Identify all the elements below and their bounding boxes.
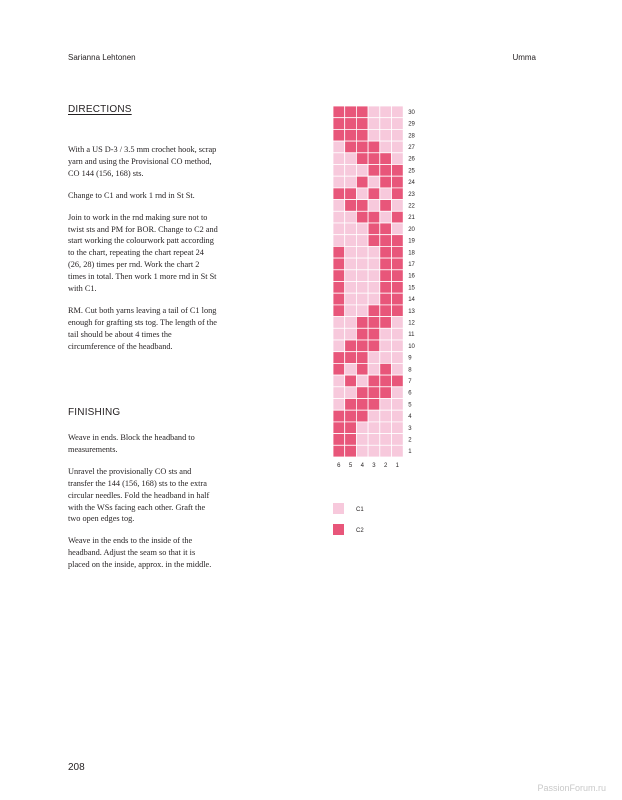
chart-cell [345,434,357,446]
chart-cell [380,211,392,223]
chart-cell [368,246,380,258]
chart-cell [392,223,404,235]
chart-row-label: 13 [408,308,415,315]
chart-cell [380,352,392,364]
colourwork-chart [333,106,443,546]
chart-cell [368,270,380,282]
chart-row-label: 15 [408,285,415,292]
chart-row-label: 24 [408,180,415,187]
chart-cell [345,352,357,364]
chart-row-label: 5 [408,402,412,409]
chart-cell [392,270,404,282]
chart-row-label: 11 [408,332,415,339]
chart-cell [368,129,380,141]
chart-cell [368,317,380,329]
chart-cell [333,387,345,399]
chart-cell [356,399,368,411]
chart-row-label: 14 [408,297,415,304]
chart-cell [392,422,404,434]
chart-cell [392,340,404,352]
chart-cell [356,188,368,200]
chart-cell [368,200,380,212]
chart-cell [368,387,380,399]
chart-cell [333,293,345,305]
chart-cell [356,434,368,446]
chart-cell [345,118,357,130]
chart-cell [380,282,392,294]
chart-cell [356,258,368,270]
chart-cell [368,363,380,375]
chart-cell [368,118,380,130]
chart-cell [392,293,404,305]
chart-cell [380,445,392,457]
chart-cell [345,363,357,375]
chart-cell [392,235,404,247]
chart-cell [356,106,368,118]
chart-cell [368,352,380,364]
chart-cell [380,200,392,212]
directions-paragraph: RM. Cut both yarns leaving a tail of C1 long enough for grafting sts tog. The length of the tail should be about 4 times the circumference of the headband. [68,305,217,351]
chart-cell [380,293,392,305]
chart-cell [333,211,345,223]
chart-cell [368,235,380,247]
chart-cell [333,434,345,446]
chart-cell [356,317,368,329]
chart-cell [333,106,345,118]
chart-cell [392,188,404,200]
chart-cell [368,305,380,317]
chart-cell [356,293,368,305]
chart-cell [333,223,345,235]
chart-cell [345,106,357,118]
chart-cell [345,293,357,305]
chart-cell [392,375,404,387]
legend-swatch-c2 [333,524,344,535]
chart-cell [380,141,392,153]
chart-cell [356,282,368,294]
chart-cell [380,258,392,270]
chart-cell [333,282,345,294]
chart-cell [345,270,357,282]
chart-cell [392,328,404,340]
chart-cell [356,153,368,165]
chart-cell [392,399,404,411]
chart-row-label: 1 [408,449,412,456]
chart-cell [333,317,345,329]
chart-cell [356,246,368,258]
watermark: PassionForum.ru [537,783,606,793]
running-header-pattern: Umma [512,53,536,62]
chart-col-label: 6 [337,463,341,469]
chart-row-label: 4 [408,414,412,421]
chart-cell [368,434,380,446]
chart-row-label: 17 [408,261,415,268]
chart-cell [333,235,345,247]
chart-row-label: 29 [408,121,415,128]
chart-row-label: 18 [408,250,415,257]
finishing-paragraph: Weave in ends. Block the headband to measurements. [68,433,195,454]
chart-cell [345,246,357,258]
chart-cell [380,176,392,188]
chart-cell [333,399,345,411]
legend-swatch-c1 [333,503,344,514]
chart-cell [392,153,404,165]
chart-cell [356,165,368,177]
chart-cell [380,422,392,434]
chart-cell [392,211,404,223]
chart-row-label: 21 [408,215,415,222]
legend-label: C2 [356,528,364,534]
chart-cell [392,176,404,188]
chart-cell [345,211,357,223]
chart-cell [356,422,368,434]
chart-cell [356,129,368,141]
chart-cell [345,188,357,200]
chart-cell [333,165,345,177]
chart-cell [356,223,368,235]
chart-cell [380,246,392,258]
chart-col-label: 3 [372,463,376,469]
chart-cell [368,211,380,223]
chart-cell [380,188,392,200]
chart-cell [356,176,368,188]
chart-cell [333,363,345,375]
chart-cell [356,211,368,223]
chart-row-label: 27 [408,144,415,151]
chart-cell [380,223,392,235]
chart-row-label: 2 [408,437,412,444]
chart-cell [380,129,392,141]
chart-cell [380,235,392,247]
chart-cell [333,422,345,434]
chart-cell [356,445,368,457]
chart-cell [333,246,345,258]
chart-cell [356,141,368,153]
chart-cell [345,410,357,422]
chart-cell [392,410,404,422]
chart-cell [392,129,404,141]
chart-cell [345,387,357,399]
chart-cell [333,340,345,352]
chart-cell [345,129,357,141]
chart-cell [392,246,404,258]
chart-cell [380,434,392,446]
chart-cell [380,270,392,282]
running-header-author: Sarianna Lehtonen [68,53,136,62]
directions-paragraph: Change to C1 and work 1 rnd in St St. [68,190,195,200]
chart-cell [380,305,392,317]
directions-paragraph: With a US D-3 / 3.5 mm crochet hook, scrap yarn and using the Provisional CO method, CO 144 (156, 168) sts. [68,145,217,178]
chart-cell [380,106,392,118]
chart-cell [368,223,380,235]
chart-cell [356,340,368,352]
chart-cell [333,118,345,130]
chart-row-label: 16 [408,273,415,280]
chart-row-label: 22 [408,203,415,210]
chart-col-label: 1 [395,463,400,469]
chart-cell [356,387,368,399]
chart-cell [333,445,345,457]
chart-cell [368,176,380,188]
chart-cell [392,106,404,118]
chart-cell [380,340,392,352]
chart-cell [333,270,345,282]
chart-cell [333,200,345,212]
chart-cell [392,445,404,457]
chart-row-label: 28 [408,133,415,140]
chart-cell [356,363,368,375]
chart-cell [368,399,380,411]
chart-cell [333,328,345,340]
chart-cell [345,422,357,434]
chart-cell [356,375,368,387]
chart-cell [368,282,380,294]
chart-col-label: 5 [348,463,353,469]
chart-cell [380,317,392,329]
chart-cell [345,165,357,177]
chart-row-label: 30 [408,109,415,116]
chart-cell [345,200,357,212]
chart-cell [368,328,380,340]
chart-row-label: 19 [408,238,415,245]
chart-cell [345,235,357,247]
chart-cell [368,293,380,305]
chart-cell [380,387,392,399]
chart-cell [333,258,345,270]
chart-cell [368,445,380,457]
chart-cell [333,176,345,188]
chart-cell [333,352,345,364]
legend-label: C1 [356,507,364,513]
chart-cell [368,153,380,165]
directions-text [68,144,218,363]
chart-cell [380,153,392,165]
chart-cell [368,375,380,387]
chart-cell [392,258,404,270]
chart-cell [356,200,368,212]
chart-cell [380,328,392,340]
chart-row-label: 26 [408,156,415,163]
chart-cell [345,223,357,235]
chart-cell [392,305,404,317]
chart-cell [368,165,380,177]
chart-cell [333,305,345,317]
chart-cell [368,106,380,118]
chart-col-label: 2 [383,463,388,469]
chart-cell [392,363,404,375]
chart-cell [368,410,380,422]
chart-cell [380,165,392,177]
chart-cell [333,188,345,200]
chart-cell [392,434,404,446]
directions-heading: DIRECTIONS [68,104,132,115]
chart-cell [380,363,392,375]
chart-cell [345,141,357,153]
chart-cell [392,387,404,399]
chart-cell [345,340,357,352]
chart-cell [368,188,380,200]
chart-cell [356,410,368,422]
chart-cell [345,176,357,188]
chart-cell [392,282,404,294]
chart-cell [380,118,392,130]
chart-row-label: 8 [408,367,412,374]
chart-cell [380,375,392,387]
chart-cell [345,305,357,317]
chart-cell [345,317,357,329]
chart-cell [356,305,368,317]
chart-row-label: 9 [408,355,412,362]
chart-cell [368,422,380,434]
chart-row-label: 6 [408,390,412,397]
chart-col-label: 4 [360,463,364,469]
chart-cell [356,118,368,130]
chart-cell [345,445,357,457]
finishing-text [68,432,218,581]
chart-cell [392,317,404,329]
chart-cell [356,270,368,282]
chart-cell [392,118,404,130]
chart-cell [392,165,404,177]
chart-cell [345,153,357,165]
chart-row-label: 23 [408,191,415,198]
chart-cell [368,258,380,270]
finishing-paragraph: Unravel the provisionally CO sts and transfer the 144 (156, 168) sts to the extra circular needles. Fold the headband in half with the WSs facing each other. Graft the two open edges tog. [68,466,210,524]
chart-cell [356,352,368,364]
chart-row-label: 7 [408,378,412,385]
page-number: 208 [68,762,85,773]
finishing-paragraph: Weave in the ends to the inside of the headband. Adjust the seam so that it is placed on the inside, approx. in the middle. [68,536,212,570]
chart-cell [345,258,357,270]
chart-row-label: 20 [408,226,415,233]
chart-cell [392,141,404,153]
chart-cell [333,153,345,165]
directions-paragraph: Join to work in the rnd making sure not to twist sts and PM for BOR. Change to C2 and start working the colourwork patt according to the chart, repeating the chart repeat 24 (26, 28) times per rnd. Work the chart 2 times in total. Then work 1 more rnd in St St with C1. [68,212,218,294]
chart-cell [380,399,392,411]
chart-cell [356,328,368,340]
chart-row-label: 10 [408,343,415,350]
chart-cell [380,410,392,422]
chart-cell [333,410,345,422]
chart-cell [333,141,345,153]
chart-row-label: 3 [408,425,412,432]
chart-cell [392,352,404,364]
chart-cell [333,129,345,141]
finishing-heading: FINISHING [68,407,121,418]
chart-cell [392,200,404,212]
chart-row-label: 12 [408,320,415,327]
chart-cell [345,399,357,411]
chart-cell [345,282,357,294]
chart-cell [368,340,380,352]
chart-cell [333,375,345,387]
chart-cell [345,328,357,340]
chart-cell [356,235,368,247]
chart-row-label: 25 [408,168,415,175]
chart-cell [368,141,380,153]
chart-cell [345,375,357,387]
